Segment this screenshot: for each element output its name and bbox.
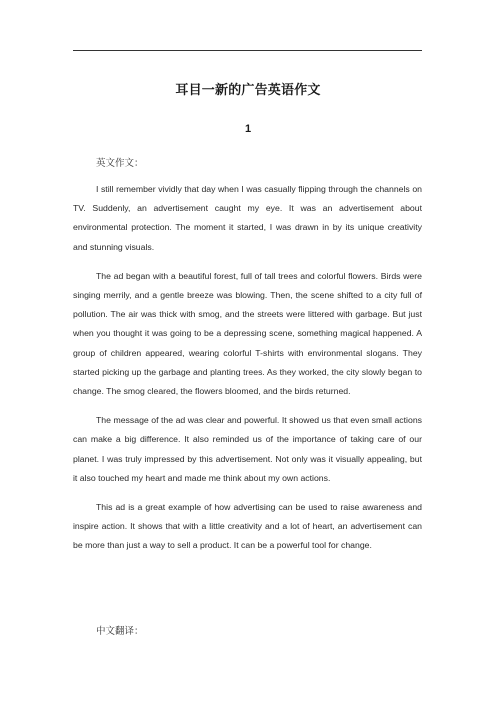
chinese-translation-label: 中文翻译：: [96, 626, 144, 637]
essay-paragraph-4: This ad is a great example of how advertising can be used to raise awareness and inspire action. It shows that with a little creativity and a lot of heart, an advertisement can be more than just a way to sell a product. It can be a powerful tool for change.: [73, 502, 422, 551]
header-rule: [73, 50, 422, 51]
essay-paragraph-1: I still remember vividly that day when I was casually flipping through the channels on TV. Suddenly, an advertisement caught my eye. It was an advertisement about environmental protection. The moment it started, I was drawn in by its unique creativity and stunning visuals.: [73, 184, 422, 252]
essay-paragraph-2: The ad began with a beautiful forest, full of tall trees and colorful flowers. Birds were singing merrily, and a gentle breeze was blowing. Then, the scene shifted to a city full of pollution. The air was thick with smog, and the streets were littered with garbage. But just when you thought it was going to be a depressing scene, something magical happened. A group of children appeared, wearing colorful T-shirts with environmental slogans. They started picking up the garbage and planting trees. As they worked, the city slowly began to change. The smog cleared, the flowers bloomed, and the birds returned.: [73, 270, 422, 397]
document-title: 耳目一新的广告英语作文: [175, 83, 321, 98]
essay-body: [73, 180, 422, 566]
english-essay-label: 英文作文：: [96, 158, 144, 169]
section-number: 1: [244, 123, 252, 135]
essay-paragraph-3: The message of the ad was clear and powerful. It showed us that even small actions can make a big difference. It also reminded us of the importance of taking care of our planet. I was truly impressed by this advertisement. Not only was it visually appealing, but it also touched my heart and made me think about my own actions.: [73, 415, 422, 483]
